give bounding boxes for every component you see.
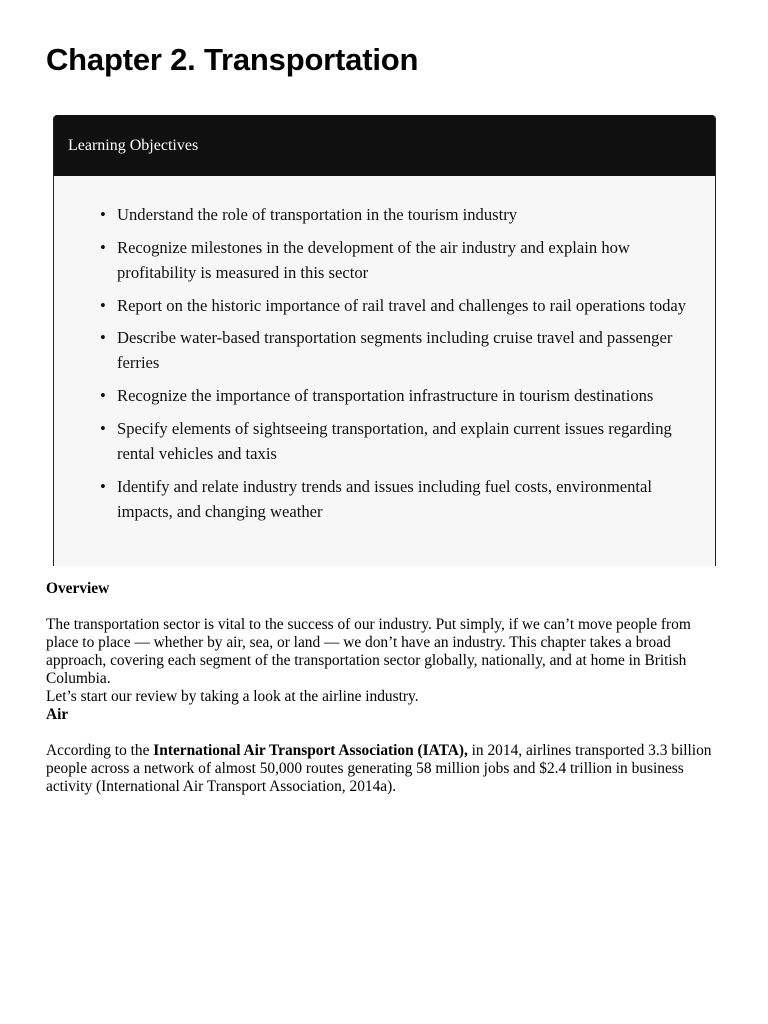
air-heading: Air <box>46 706 69 723</box>
bullet-icon: • <box>100 328 106 348</box>
chapter-title: Chapter 2. Transportation <box>46 42 419 77</box>
learning-objective-text: Recognize the importance of transportation infrastructure in tourism destinations <box>117 386 654 406</box>
overview-heading: Overview <box>46 580 110 597</box>
learning-objectives-header: Learning Objectives <box>54 115 715 176</box>
document-body <box>46 580 726 796</box>
learning-objective-item <box>100 325 701 375</box>
overview-paragraph: The transportation sector is vital to the success of our industry. Put simply, if we can’t move people from place to place — whether by air, sea, or land — we don’t have an industry. This chapter takes a broad approach, covering each segment of the transportation sector globally, nationally, and at home in British Columbia. <box>46 616 691 687</box>
iata-organization-name: International Air Transport Association (IATA), <box>153 742 468 759</box>
air-paragraph <box>46 742 726 796</box>
learning-objective-text: Specify elements of sightseeing transportation, and explain current issues regarding rental vehicles and taxis <box>117 418 672 463</box>
learning-objective-item <box>100 235 701 285</box>
bullet-icon: • <box>100 476 106 496</box>
learning-objective-item <box>100 416 701 466</box>
paragraph-spacer <box>46 724 726 742</box>
learning-objective-text: Understand the role of transportation in the tourism industry <box>117 205 518 224</box>
bullet-icon: • <box>100 237 106 257</box>
bullet-icon: • <box>100 418 106 438</box>
air-text-before: According to the <box>46 742 154 759</box>
learning-objective-text: Recognize milestones in the development of the air industry and explain how profitability is measured in this sector <box>117 237 630 282</box>
bullet-icon: • <box>100 295 106 315</box>
learning-objective-item <box>100 293 701 318</box>
learning-objective-item <box>100 202 701 227</box>
learning-objective-item <box>100 474 701 524</box>
overview-followup: Let’s start our review by taking a look at the airline industry. <box>46 688 419 705</box>
learning-objective-text: Report on the historic importance of rail travel and challenges to rail operations today <box>117 295 687 315</box>
learning-objective-text: Describe water-based transportation segments including cruise travel and passenger ferries <box>117 328 673 373</box>
learning-objective-text: Identify and relate industry trends and issues including fuel costs, environmental impacts, and changing weather <box>117 476 653 521</box>
air-text-after: in 2014, airlines transported 3.3 billion people across a network of almost 50,000 routes generating 58 million jobs and $2.4 trillion in business activity (International Air Transport Association, 2014a). <box>46 742 712 795</box>
bullet-icon: • <box>100 205 106 224</box>
learning-objective-item <box>100 383 701 408</box>
bullet-icon: • <box>100 386 106 406</box>
learning-objectives-list <box>54 176 715 524</box>
paragraph-spacer <box>46 598 726 616</box>
learning-objectives-box <box>53 115 716 566</box>
